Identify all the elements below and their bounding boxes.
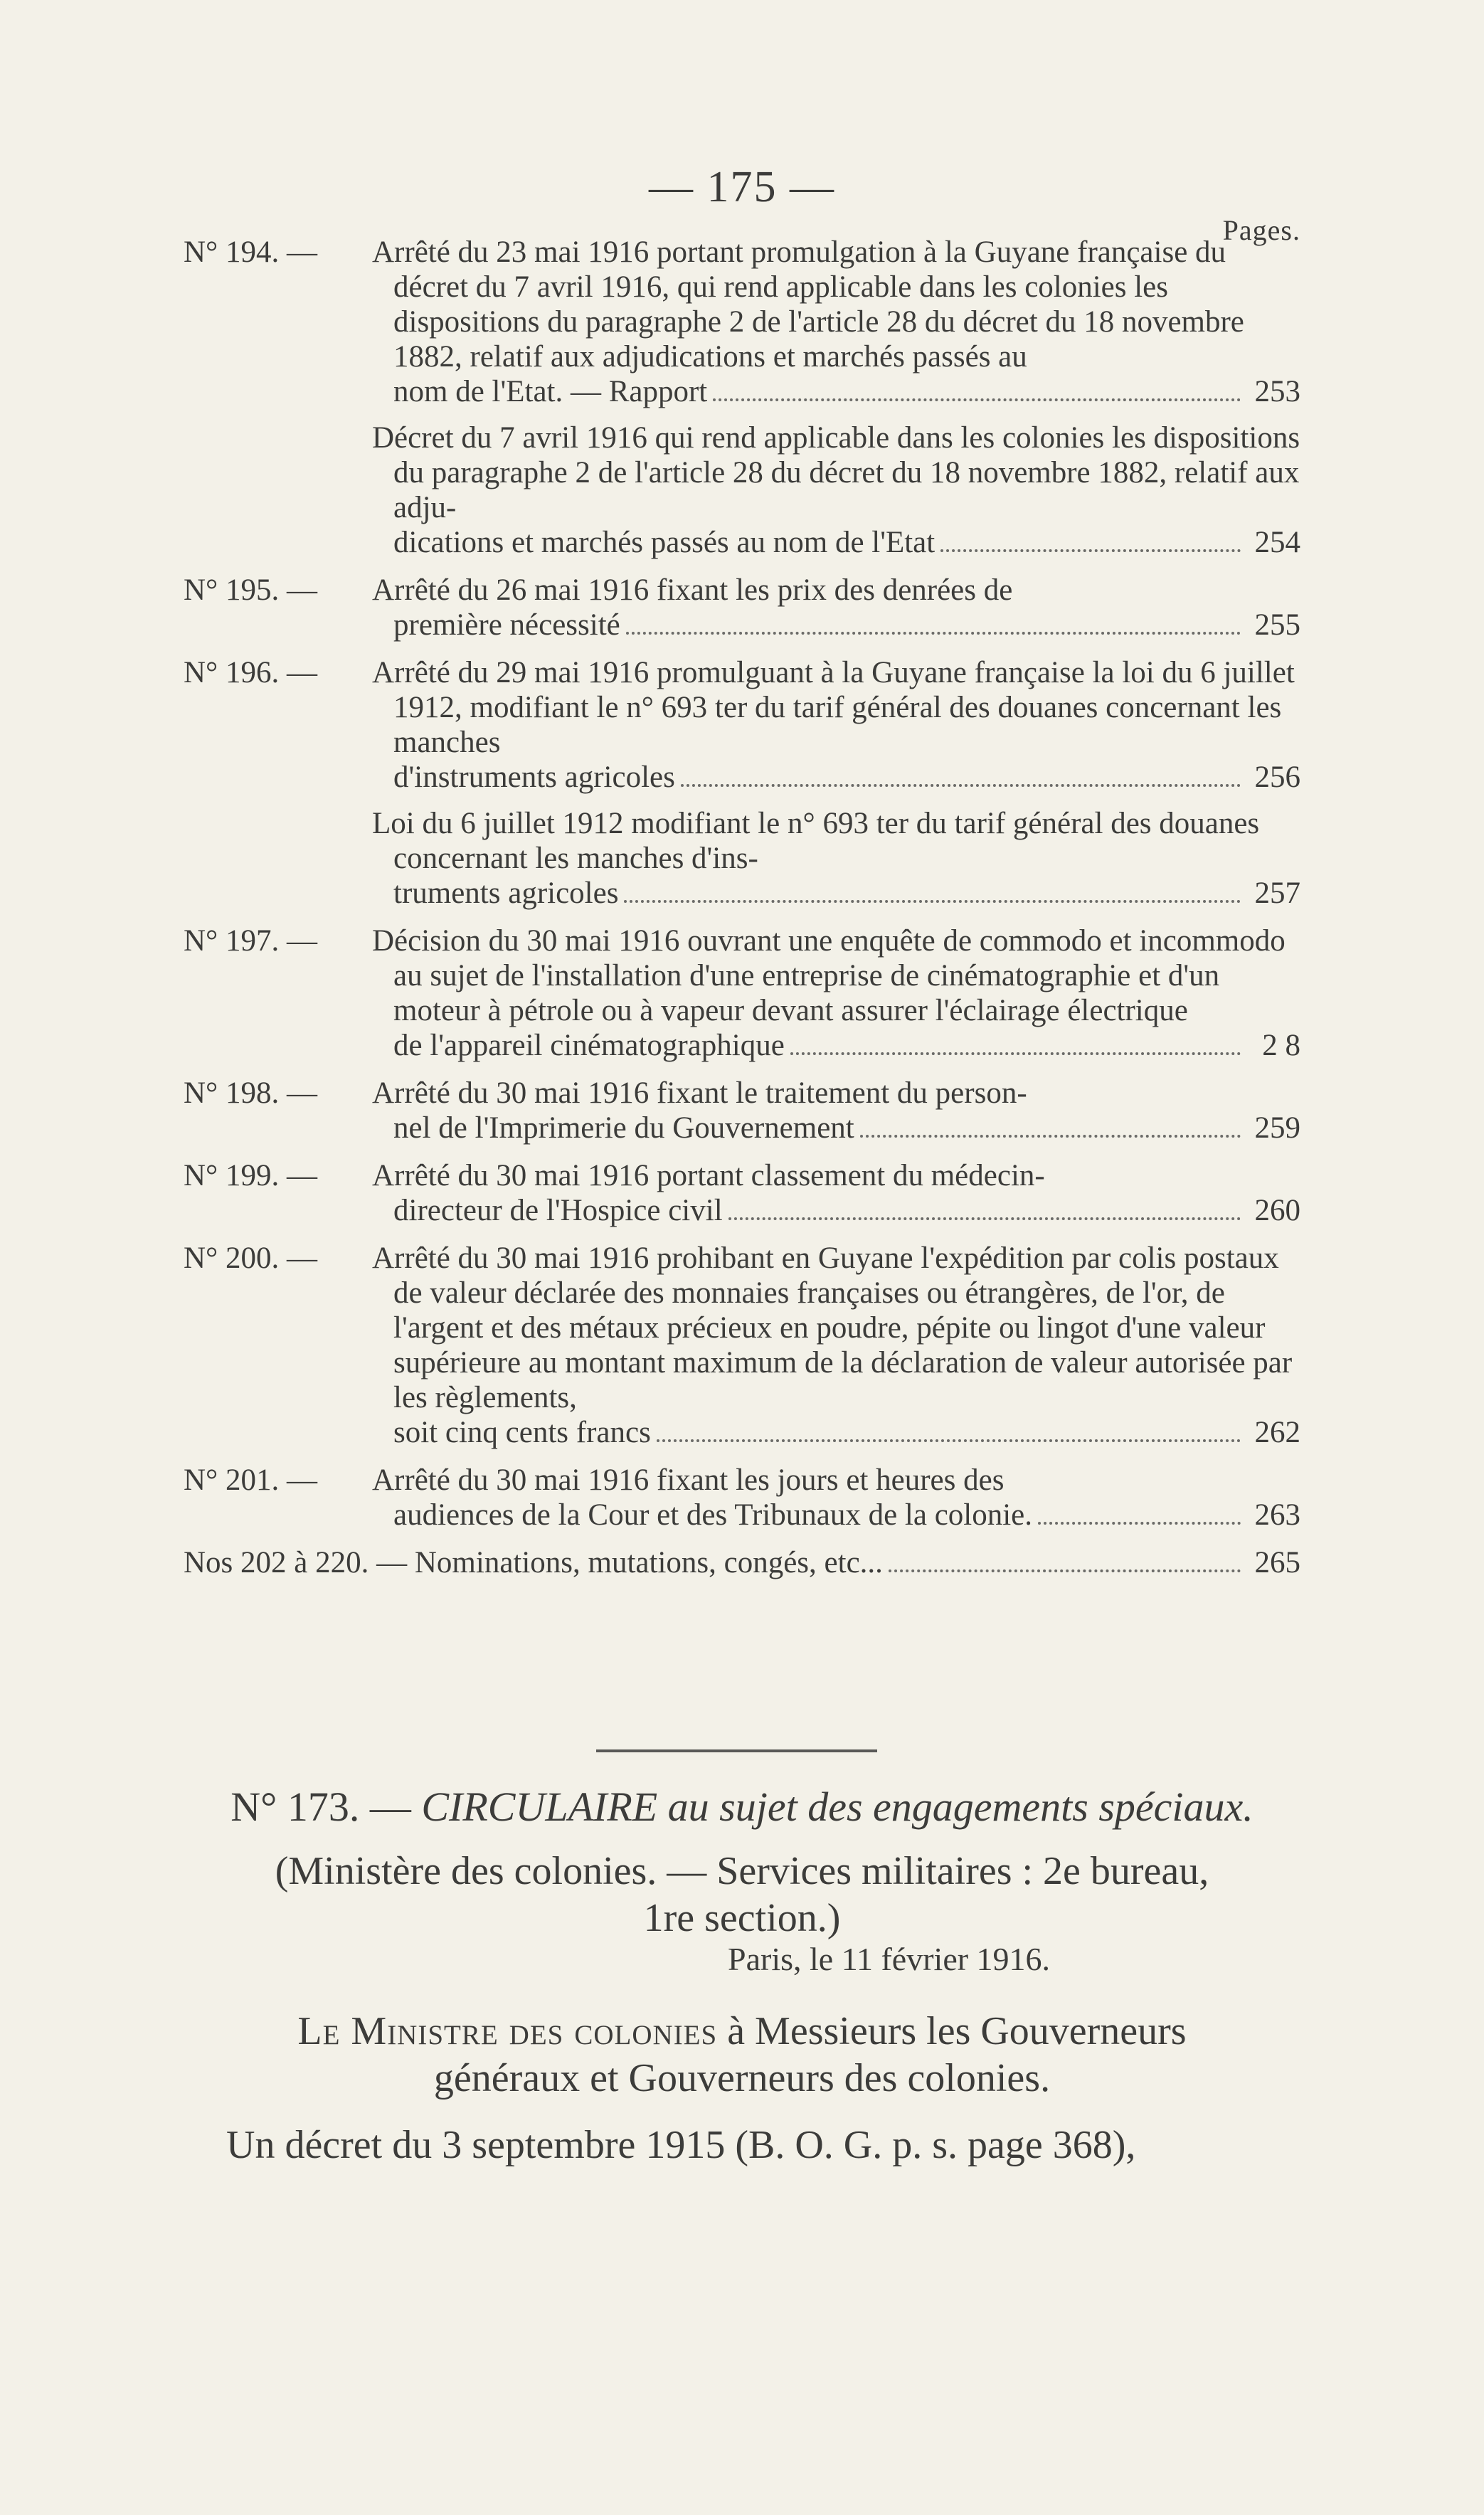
toc-page-number: 256	[1254, 761, 1300, 794]
toc-entry	[184, 1158, 1300, 1228]
ministry-line	[184, 1848, 1300, 1942]
pages-column-label: Pages.	[1222, 214, 1300, 246]
circular-title	[184, 1782, 1300, 1832]
toc-entry-body	[372, 573, 1300, 642]
toc-paragraph	[372, 655, 1300, 795]
toc-page-number: 2 8	[1262, 1029, 1300, 1062]
addressee-from: Le Ministre des colonies	[297, 2009, 718, 2053]
page-number: — 175 —	[649, 163, 835, 211]
toc-paragraph-last-line	[393, 608, 1300, 642]
toc-entry	[184, 573, 1300, 642]
dot-leader	[889, 1569, 1241, 1572]
toc-paragraph-text: Décret du 7 avril 1916 qui rend applicable dans les colonies les dispositions du paragraphe 2 de l'article 28 du décret du 18 novembre 1882, relatif aux adju-	[372, 421, 1300, 524]
ministry-line-2: 1re section.)	[643, 1896, 841, 1940]
toc-paragraph	[372, 1463, 1300, 1532]
toc-entry	[184, 923, 1300, 1063]
dateline: Paris, le 11 février 1916.	[728, 1941, 1051, 1977]
dot-leader	[940, 549, 1241, 552]
dot-leader	[790, 1052, 1241, 1055]
toc-paragraph-tail: première nécessité	[393, 608, 620, 642]
toc-paragraph-last-line	[393, 1415, 1300, 1450]
toc-paragraph	[372, 923, 1300, 1063]
dot-leader	[860, 1135, 1241, 1138]
dot-leader	[713, 398, 1241, 401]
toc-entry-number: N° 198. —	[184, 1076, 317, 1110]
toc-paragraph-text: Décision du 30 mai 1916 ouvrant une enquête de commodo et incommodo au sujet de l'installation d'une entreprise de cinématographie et d'un moteur à pétrole ou à vapeur devant assurer l'éclairage électrique	[372, 924, 1286, 1027]
toc-entry	[184, 235, 1300, 560]
addressee-to: à Messieurs les Gouverneurs	[727, 2009, 1187, 2053]
toc-paragraph-text: Arrêté du 30 mai 1916 prohibant en Guyane l'expédition par colis postaux de valeur déclarée des monnaies françaises ou étrangères, de l'or, de l'argent et des métaux précieux en poudre, pépite ou lingot d'une valeur supérieure au montant maximum de la déclaration de valeur autorisée par les règlements,	[372, 1241, 1293, 1414]
toc-paragraph	[372, 235, 1300, 409]
toc-paragraph	[372, 806, 1300, 911]
toc-paragraph-text: Loi du 6 juillet 1912 modifiant le n° 693 ter du tarif général des douanes concernant les manches d'ins-	[372, 807, 1260, 875]
toc-entry-body	[372, 1076, 1300, 1145]
toc-paragraph-text: Arrêté du 30 mai 1916 fixant les jours et heures des	[372, 1463, 1005, 1497]
toc-entry-body	[372, 1463, 1300, 1532]
circular-number: N° 173. —	[230, 1784, 411, 1830]
toc-range-entry	[184, 1545, 1300, 1580]
toc-entry	[184, 1463, 1300, 1532]
toc-paragraph	[372, 1241, 1300, 1450]
toc-paragraph-last-line	[393, 1028, 1300, 1063]
toc-paragraph	[372, 573, 1300, 642]
toc-paragraph-tail: directeur de l'Hospice civil	[393, 1194, 723, 1227]
toc-paragraph-tail: de l'appareil cinématographique	[393, 1029, 785, 1062]
toc-page-number: 254	[1254, 526, 1300, 559]
toc-paragraph-tail: audiences de la Cour et des Tribunaux de la colonie.	[393, 1498, 1033, 1532]
toc-entry	[184, 1241, 1300, 1450]
toc-paragraph-last-line	[393, 876, 1300, 911]
toc-entry-number: N° 195. —	[184, 573, 317, 607]
dot-leader	[626, 632, 1241, 635]
dot-leader	[657, 1439, 1241, 1442]
toc-entry-body	[372, 235, 1300, 560]
toc-entry-number: N° 201. —	[184, 1463, 317, 1497]
table-of-contents	[184, 235, 1300, 1580]
body-first-line: Un décret du 3 septembre 1915 (B. O. G. p. s. page 368),	[226, 2123, 1136, 2167]
toc-entry-body	[372, 1241, 1300, 1450]
circular-subject: CIRCULAIRE au sujet des engagements spéciaux.	[421, 1784, 1254, 1830]
dot-leader	[624, 900, 1241, 903]
section-separator	[596, 1749, 877, 1752]
toc-paragraph-tail: nel de l'Imprimerie du Gouvernement	[393, 1111, 854, 1145]
toc-entry-number: N° 199. —	[184, 1159, 317, 1192]
toc-paragraph-tail: soit cinq cents francs	[393, 1416, 651, 1449]
ministry-line-1: (Ministère des colonies. — Services militaires : 2e bureau,	[275, 1849, 1209, 1893]
toc-paragraph-tail: d'instruments agricoles	[393, 761, 675, 794]
toc-paragraph-last-line	[393, 374, 1300, 409]
dot-leader	[1038, 1522, 1241, 1525]
toc-entry	[184, 655, 1300, 911]
toc-paragraph-text: Arrêté du 30 mai 1916 portant classement du médecin-	[372, 1159, 1045, 1192]
toc-paragraph-tail: dications et marchés passés au nom de l'Etat	[393, 526, 936, 559]
toc-entry-number: N° 196. —	[184, 656, 317, 689]
toc-paragraph-text: Arrêté du 23 mai 1916 portant promulgation à la Guyane française du décret du 7 avril 1916, qui rend applicable dans les colonies les dispositions du paragraphe 2 de l'article 28 du décret du 18 novembre 1882, relatif aux adjudications et marchés passés au	[372, 235, 1244, 374]
toc-paragraph	[372, 420, 1300, 560]
toc-paragraph-last-line	[393, 760, 1300, 795]
toc-page-number: 253	[1254, 375, 1300, 408]
toc-paragraph-last-line	[393, 1111, 1300, 1145]
toc-paragraph-last-line	[393, 1498, 1300, 1532]
toc-paragraph	[372, 1158, 1300, 1228]
toc-page-number: 257	[1254, 877, 1300, 910]
toc-entry-body	[372, 1158, 1300, 1228]
toc-paragraph-text: Arrêté du 26 mai 1916 fixant les prix des denrées de	[372, 573, 1013, 607]
toc-paragraph-text: Arrêté du 29 mai 1916 promulguant à la Guyane française la loi du 6 juillet 1912, modifiant le n° 693 ter du tarif général des douanes concernant les manches	[372, 656, 1295, 759]
toc-entry-number: N° 200. —	[184, 1241, 317, 1275]
dot-leader	[681, 784, 1241, 787]
toc-page-number: 262	[1254, 1416, 1300, 1449]
toc-entry-body	[372, 655, 1300, 911]
toc-entry-number: N° 197. —	[184, 924, 317, 958]
toc-page-number: 263	[1254, 1498, 1300, 1532]
toc-paragraph-tail: truments agricoles	[393, 877, 619, 910]
addressee	[184, 2008, 1300, 2102]
toc-entry-number: N° 194. —	[184, 235, 317, 269]
toc-page-number: 255	[1254, 608, 1300, 642]
toc-paragraph-tail: nom de l'Etat. — Rapport	[393, 375, 708, 408]
toc-paragraph-last-line	[393, 525, 1300, 560]
toc-paragraph-text: Arrêté du 30 mai 1916 fixant le traitement du person-	[372, 1076, 1027, 1110]
toc-entry	[184, 1076, 1300, 1145]
toc-range-text: Nos 202 à 220. — Nominations, mutations, congés, etc...	[184, 1546, 883, 1579]
dot-leader	[728, 1217, 1241, 1220]
toc-page-number: 265	[1254, 1546, 1300, 1579]
toc-paragraph-last-line	[393, 1193, 1300, 1228]
toc-page-number: 259	[1254, 1111, 1300, 1145]
toc-page-number: 260	[1254, 1194, 1300, 1227]
addressee-line-2: généraux et Gouverneurs des colonies.	[433, 2056, 1051, 2100]
toc-paragraph	[372, 1076, 1300, 1145]
toc-entry-body	[372, 923, 1300, 1063]
